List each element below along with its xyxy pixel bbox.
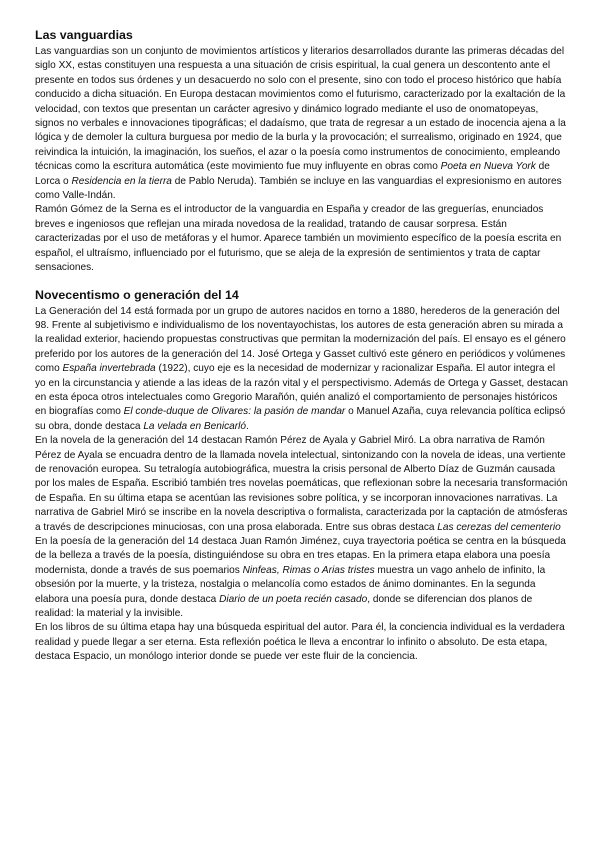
text-run: Las vanguardias son un conjunto de movimientos artísticos y literarios desarrollados durante las primeras décadas del siglo XX, estas constituyen una respuesta a una situación de crisis espiritual, la cual genera un descontento ante el presente en todos sus órdenes y un desacuerdo no solo con el presente, sino con todo el proceso histórico que había conducido a dicha situación. En Europa destacan movimientos como el futurismo, caracterizado por la exaltación de la velocidad, con textos que presentan un carácter agresivo y dinámico logrado mediante el uso de onomatopeyas, signos no verbales e innovaciones tipográficas; el dadaísmo, que trata de regresar a un estado de inocencia ajena a la lógica y de demoler la cultura burguesa por medio de la burla y la provocación; el surrealismo, originado en 1924, que reivindica la intuición, la imaginación, los sueños, el azar o la poesía como instrumentos de conocimiento, empleando técnicas como la escritura automática (este movimiento fue muy influyente en obras como xyxy=(35,46,566,173)
text-run: . xyxy=(246,420,249,432)
section-title: Las vanguardias xyxy=(35,28,133,42)
italic-title: La velada en Benicarló xyxy=(143,420,247,432)
text-run: En la poesía de la generación del 14 destaca Juan Ramón Jiménez, cuya trayectoria poética se centra en la búsqueda de la belleza a través de la poesía, distinguiéndose su obra en tres etapas. En la primera etapa elabora una poesía modernista, donde a través de sus poemarios xyxy=(35,536,566,576)
section-title: Novecentismo o generación del 14 xyxy=(35,287,239,302)
text-run: Ramón Gómez de la Serna es el introductor de la vanguardia en España y creador de las greguerías, enunciados breves e ingeniosos que reflejan una mirada novedosa de la realidad, tratando de causar sorpresa. Están caracterizadas por el uso de metáforas y el humor. Aparece también un movimiento específico de la poesía escrita en español, el ultraísmo, influenciado por el futurismo, que se aleja de la expresión de sentimientos y trata de captar sensaciones. xyxy=(35,204,562,274)
text-run: , donde se diferencian dos planos de realidad: la material y la invisible. xyxy=(35,593,533,620)
italic-title: Residencia en la tierra xyxy=(71,175,172,187)
paragraph xyxy=(35,621,568,664)
italic-title: España invertebrada xyxy=(62,363,156,375)
text-run: La Generación del 14 está formada por un grupo de autores nacidos en torno a 1880, herederos de la generación del 98. Frente al subjetivismo e individualismo de los noventayochistas, los autores de esta generación abren su mirada a la realidad exterior, haciendo propuestas constructivas que permitan la modernización del país. El ensayo es el género preferido por los autores de la generación del 14. José Ortega y Gasset cultivó este género en periódicos y volúmenes como xyxy=(35,305,566,375)
paragraph xyxy=(35,535,568,621)
italic-title: El conde-duque de Olivares: la pasión de mandar xyxy=(123,406,346,418)
section-vanguardias xyxy=(35,27,568,276)
text-run: de Lorca o xyxy=(35,161,550,187)
paragraph xyxy=(35,434,568,535)
italic-title: Ninfeas, Rimas o Arias tristes xyxy=(242,564,375,576)
text-run: En la novela de la generación del 14 destacan Ramón Pérez de Ayala y Gabriel Miró. La obra narrativa de Ramón Pérez de Ayala se encuadra dentro de la llamada novela intelectual, sintonizando con la novela de ideas, una vertiente de renovación europea. Su tetralogía autobiográfica, muestra la crisis personal de Alberto Díaz de Guzmán causada por los males de España. Escribió también tres novelas poemáticas, que reflexionan sobre la necesaria transformación de España. En su última etapa se acentúan las revisiones sobre política, y se incorporan innovaciones narrativas. La narrativa de Gabriel Miró se inscribe en la novela descriptiva o formalista, caracterizada por la captación de atmósferas a través de descripciones minuciosas, con una prosa elaborada. Entre sus obras destaca xyxy=(35,435,568,533)
text-run: En los libros de su última etapa hay una búsqueda espiritual del autor. Para él, la conciencia individual es la verdadera realidad y puede llegar a ser eterna. Esta reflexión poética le lleva a encontrar lo infinito o absoluto. De esta etapa, destaca Espacio, un monólogo interior donde se puede ver este fluir de la conciencia. xyxy=(35,622,565,663)
italic-title: Diario de un poeta recién casado xyxy=(219,593,368,605)
paragraph xyxy=(35,203,568,275)
text-run: (1922), cuyo eje es la necesidad de modernizar y racionalizar España. El autor integra el yo en la circunstancia y atiende a las ideas de la razón vital y el perspectivismo. Además de Ortega y Gasset, destacan en esta época otros intelectuales como Gregorio Marañón, quién analizó el comportamiento de personajes históricos en biografías como xyxy=(35,363,569,418)
paragraph xyxy=(35,45,568,203)
text-run: muestra un vago anhelo de infinito, la obsesión por la muerte, y la tristeza, nostalgia o melancolía como estados de ánimo dominantes. En la segunda elabora una poesía pura, donde destaca xyxy=(35,564,546,605)
text-run: de Pablo Neruda). También se incluye en las vanguardias el expresionismo en autores como Valle-Indán. xyxy=(35,175,562,202)
section-novecentismo xyxy=(35,287,568,665)
italic-title: Poeta en Nueva York xyxy=(440,161,536,173)
text-run: o Manuel Azaña, cuya relevancia política eclipsó su obra, donde destaca xyxy=(35,406,566,432)
italic-title: Las cerezas del cementerio xyxy=(437,521,561,533)
paragraph xyxy=(35,305,568,435)
